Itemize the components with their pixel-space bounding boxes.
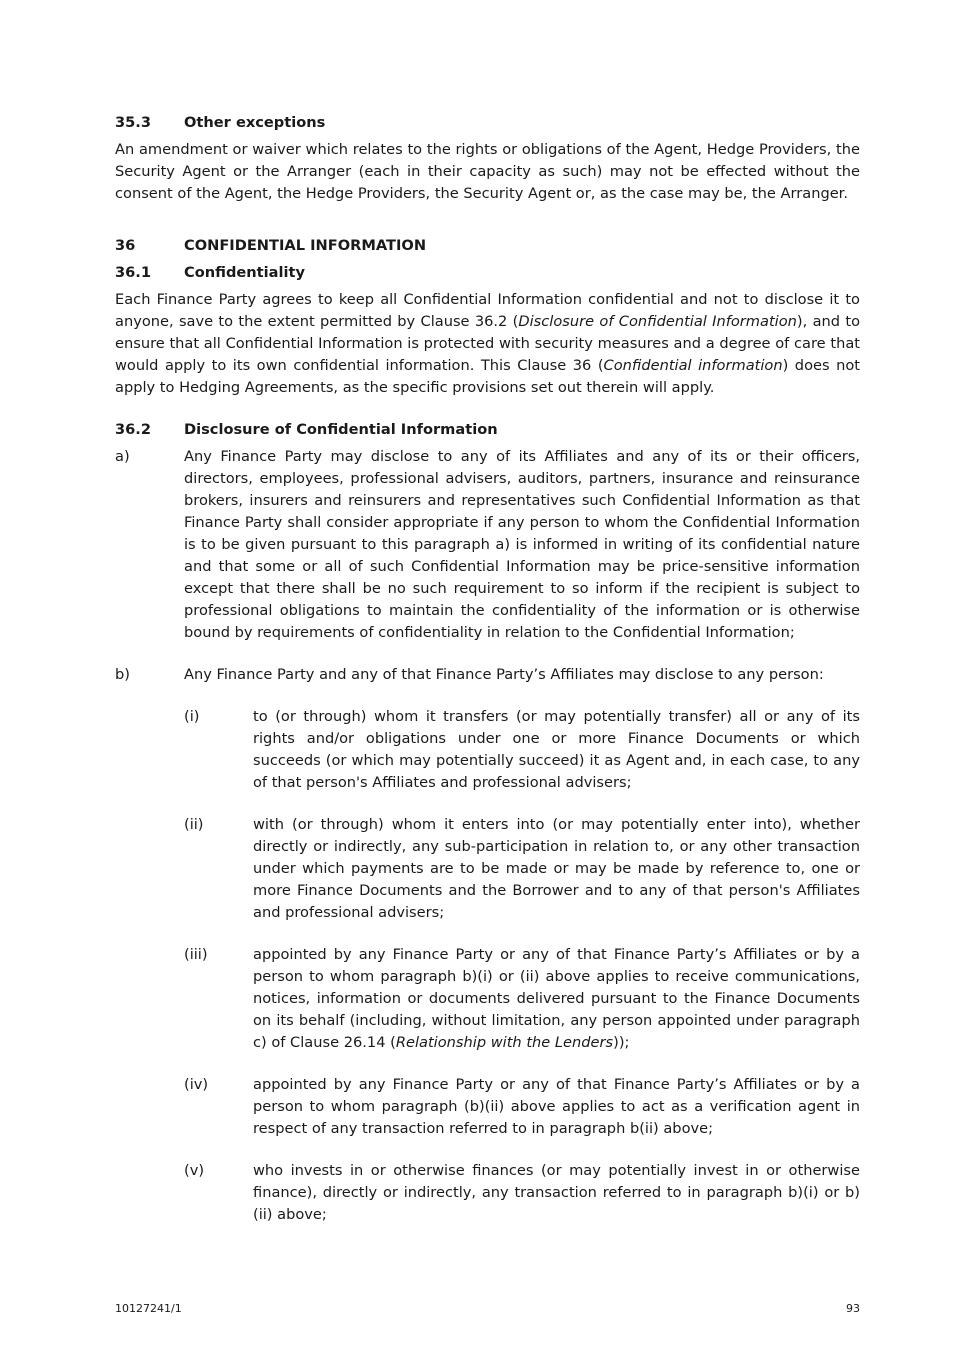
subparagraph-text: with (or through) whom it enters into (or may potentially enter into), whether directly or indirectly, any sub-participation in relation to, or any other transaction under which payments are to be made or may be made by reference to, one or more Finance Documents and the Borrower and to any of that person's Affiliates and professional advisers; bbox=[253, 816, 860, 921]
paragraph-text: Any Finance Party and any of that Finance Party’s Affiliates may disclose to any person: bbox=[184, 666, 824, 683]
paragraph-b bbox=[115, 664, 860, 686]
subparagraph-label: (i) bbox=[184, 708, 200, 725]
subparagraph-label: (iii) bbox=[184, 946, 208, 963]
document-page bbox=[115, 112, 860, 1226]
paragraph-a bbox=[115, 446, 860, 644]
section-36-1-heading bbox=[115, 262, 860, 284]
page-number: 93 bbox=[846, 1302, 860, 1315]
subparagraph-text: who invests in or otherwise finances (or may potentially invest in or otherwise finance), directly or indirectly, any transaction referred to in paragraph b)(i) or b)(ii) above; bbox=[253, 1162, 860, 1223]
section-36-heading bbox=[115, 235, 860, 257]
subparagraph-i bbox=[184, 706, 860, 794]
paragraph-label: a) bbox=[115, 448, 130, 465]
subparagraph-iii bbox=[184, 944, 860, 1054]
paragraph-label: b) bbox=[115, 666, 130, 683]
section-title: Disclosure of Confidential Information bbox=[184, 421, 498, 438]
section-36-1-text: Each Finance Party agrees to keep all Confidential Information confidential and not to disclose it to anyone, save to the extent permitted by Clause 36.2 (Disclosure of Confidential Information), and to ensure that all Confidential Information is protected with security measures and a degree of care that would apply to its own confidential information. This Clause 36 (Confidential information) does not apply to Hedging Agreements, as the specific provisions set out therein will apply. bbox=[115, 291, 861, 396]
section-number: 36 bbox=[115, 237, 136, 254]
section-36-2-heading bbox=[115, 419, 860, 441]
section-title: CONFIDENTIAL INFORMATION bbox=[184, 237, 427, 254]
subparagraph-text: to (or through) whom it transfers (or may potentially transfer) all or any of its rights and/or obligations under one or more Finance Documents or which succeeds (or which may potentially succeed) it as Agent and, in each case, to any of that person's Affiliates and professional advisers; bbox=[253, 708, 860, 791]
subparagraph-iv bbox=[184, 1074, 860, 1140]
subparagraph-label: (v) bbox=[184, 1162, 205, 1179]
section-35-3-text: An amendment or waiver which relates to the rights or obligations of the Agent, Hedge Providers, the Security Agent or the Arranger (each in their capacity as such) may not be effected without the consent of the Agent, the Hedge Providers, the Security Agent or, as the case may be, the Arranger. bbox=[115, 141, 860, 202]
subparagraph-text: appointed by any Finance Party or any of that Finance Party’s Affiliates or by a person to whom paragraph (b)(ii) above applies to act as a verification agent in respect of any transaction referred to in paragraph b(ii) above; bbox=[253, 1076, 860, 1137]
section-number: 36.2 bbox=[115, 421, 152, 438]
document-reference: 10127241/1 bbox=[115, 1302, 182, 1315]
page-footer bbox=[115, 1302, 860, 1316]
section-number: 36.1 bbox=[115, 264, 152, 281]
subparagraph-text: appointed by any Finance Party or any of that Finance Party’s Affiliates or by a person to whom paragraph b)(i) or (ii) above applies to receive communications, notices, information or documents delivered pursuant to the Finance Documents on its behalf (including, without limitation, any person appointed under paragraph c) of Clause 26.14 (Relationship with the Lenders)); bbox=[253, 946, 860, 1051]
subparagraph-v bbox=[184, 1160, 860, 1226]
section-title: Other exceptions bbox=[184, 114, 326, 131]
subparagraph-ii bbox=[184, 814, 860, 924]
subparagraph-label: (ii) bbox=[184, 816, 204, 833]
paragraph-text: Any Finance Party may disclose to any of its Affiliates and any of its or their officers, directors, employees, professional advisers, auditors, partners, insurance and reinsurance brokers, insurers and reinsurers and representatives such Confidential Information as that Finance Party shall consider appropriate if any person to whom the Confidential Information is to be given pursuant to this paragraph a) is informed in writing of its confidential nature and that some or all of such Confidential Information may be price-sensitive information except that there shall be no such requirement to so inform if the recipient is subject to professional obligations to maintain the confidentiality of the information or is otherwise bound by requirements of confidentiality in relation to the Confidential Information; bbox=[184, 448, 860, 641]
section-number: 35.3 bbox=[115, 114, 152, 131]
subparagraph-label: (iv) bbox=[184, 1076, 209, 1093]
section-35-3-heading bbox=[115, 112, 860, 134]
section-title: Confidentiality bbox=[184, 264, 305, 281]
